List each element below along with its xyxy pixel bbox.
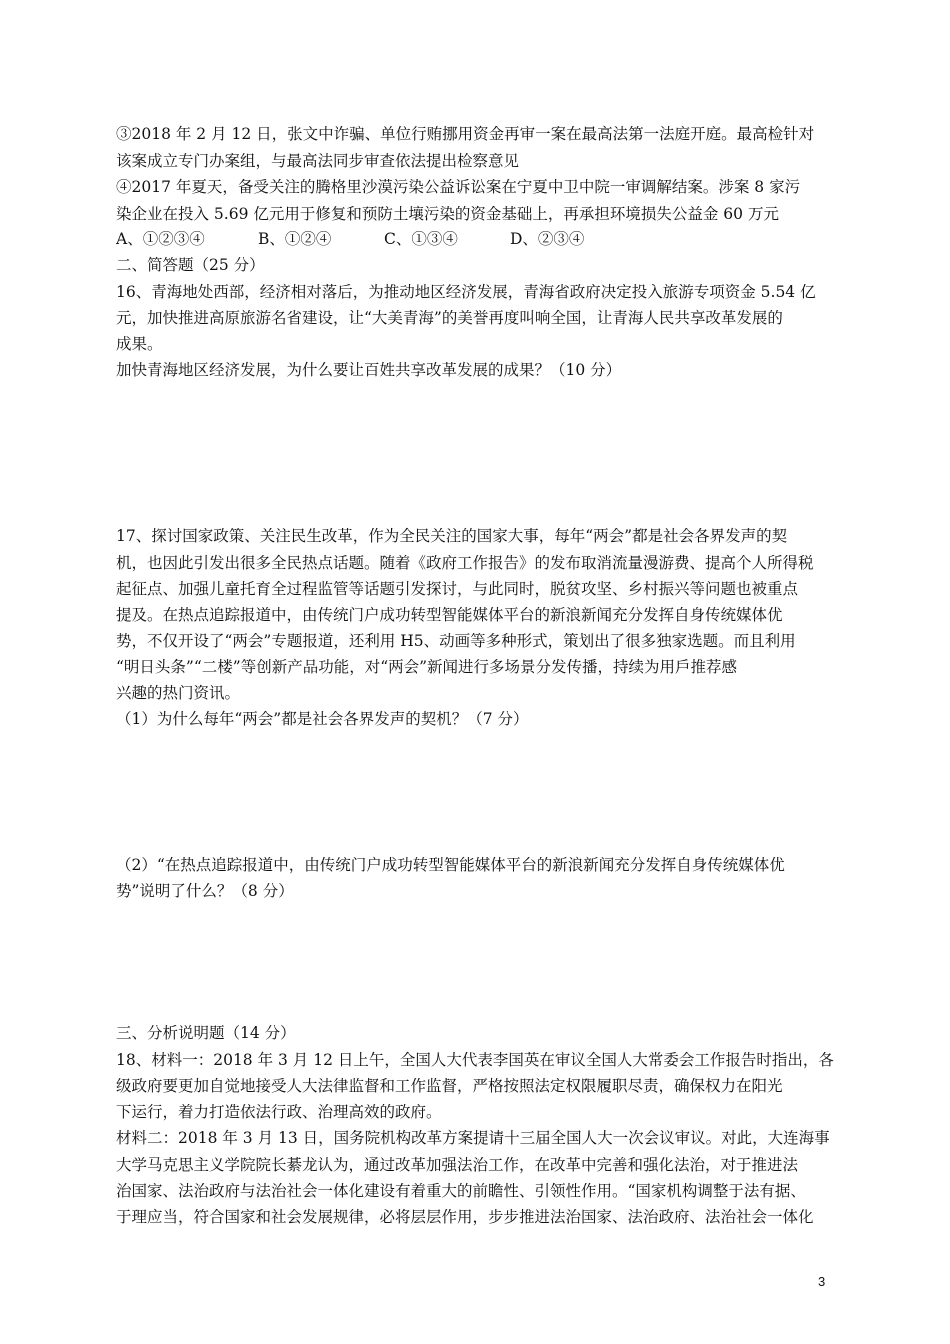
q15-item4-line1: ④2017 年夏天，备受关注的腾格里沙漠污染公益诉讼案在宁夏中卫中院一审调解结案。涉案 8 家污 <box>116 178 801 196</box>
q17-line4: 提及。在热点追踪报道中，由传统门户成功转型智能媒体平台的新浪新闻充分发挥自身传统媒体优 <box>116 606 783 624</box>
q15-item3-line1: ③2018 年 2 月 12 日，张文中诈骗、单位行贿挪用资金再审一案在最高法第一法庭开庭。最高检针对 <box>116 125 815 143</box>
q17-line3: 起征点、加强儿童托育全过程监管等话题引发探讨，与此同时，脱贫攻坚、乡村振兴等问题也被重点 <box>116 580 799 598</box>
q17-line7: 兴趣的热门资讯。 <box>116 684 241 702</box>
q18-line2: 级政府要更加自觉地接受人大法律监督和工作监督，严格按照法定权限履职尽责，确保权力在阳光 <box>116 1077 783 1095</box>
q17-line1: 17、探讨国家政策、关注民生改革，作为全民关注的国家大事，每年“两会”都是社会各界发声的契 <box>116 527 788 545</box>
section2-heading: 二、简答题（25 分） <box>116 256 265 274</box>
q16-line1: 16、青海地处西部，经济相对落后，为推动地区经济发展，青海省政府决定投入旅游专项资金 5.54 亿 <box>116 283 816 301</box>
q17-sub1: （1）为什么每年“两会”都是社会各界发声的契机？（7 分） <box>116 710 529 728</box>
option-d: D、②③④ <box>510 230 585 248</box>
section3-heading: 三、分析说明题（14 分） <box>116 1024 296 1042</box>
q17-line5: 势，不仅开设了“两会”专题报道，还利用 H5、动画等多种形式，策划出了很多独家选题。而且利用 <box>116 632 796 650</box>
q15-item4-line2: 染企业在投入 5.69 亿元用于修复和预防土壤污染的资金基础上，再承担环境损失公益金 60 万元 <box>116 205 779 223</box>
q18-line7: 于理应当，符合国家和社会发展规律，必将层层作用，步步推进法治国家、法治政府、法治社会一体化 <box>116 1208 814 1226</box>
q16-line2: 元，加快推进高原旅游名省建设，让“大美青海”的美誉再度叫响全国，让青海人民共享改革发展的 <box>116 309 783 327</box>
q18-line4: 材料二：2018 年 3 月 13 日，国务院机构改革方案提请十三届全国人大一次会议审议。对此，大连海事 <box>116 1129 830 1147</box>
q16-question: 加快青海地区经济发展，为什么要让百姓共享改革发展的成果？（10 分） <box>116 361 622 379</box>
page-number: 3 <box>818 1274 826 1289</box>
option-a: A、①②③④ <box>116 230 205 248</box>
q18-line3: 下运行，着力打造依法行政、治理高效的政府。 <box>116 1103 442 1121</box>
option-b: B、①②④ <box>258 230 332 248</box>
q16-line3: 成果。 <box>116 335 163 353</box>
q17-line2: 机，也因此引发出很多全民热点话题。随着《政府工作报告》的发布取消流量漫游费、提高个人所得税 <box>116 554 814 572</box>
q15-item3-line2: 该案成立专门办案组，与最高法同步审查依法提出检察意见 <box>116 152 520 170</box>
q18-line1: 18、材料一：2018 年 3 月 12 日上午，全国人大代表李国英在审议全国人大常委会工作报告时指出，各 <box>116 1051 834 1069</box>
q18-line6: 治国家、法治政府与法治社会一体化建设有着重大的前瞻性、引领性作用。“国家机构调整于法有据、 <box>116 1182 806 1200</box>
q17-line6: “明日头条”“二楼”等创新产品功能，对“两会”新闻进行多场景分发传播，持续为用戶推荐感 <box>116 658 738 676</box>
q17-sub2-line2: 势”说明了什么？（8 分） <box>116 882 294 900</box>
option-c: C、①③④ <box>384 230 458 248</box>
q15-options <box>116 229 841 249</box>
q17-sub2-line1: （2）“在热点追踪报道中，由传统门户成功转型智能媒体平台的新浪新闻充分发挥自身传统媒体优 <box>116 856 785 874</box>
q18-line5: 大学马克思主义学院院长綦龙认为，通过改革加强法治工作，在改革中完善和强化法治，对于推进法 <box>116 1156 799 1174</box>
